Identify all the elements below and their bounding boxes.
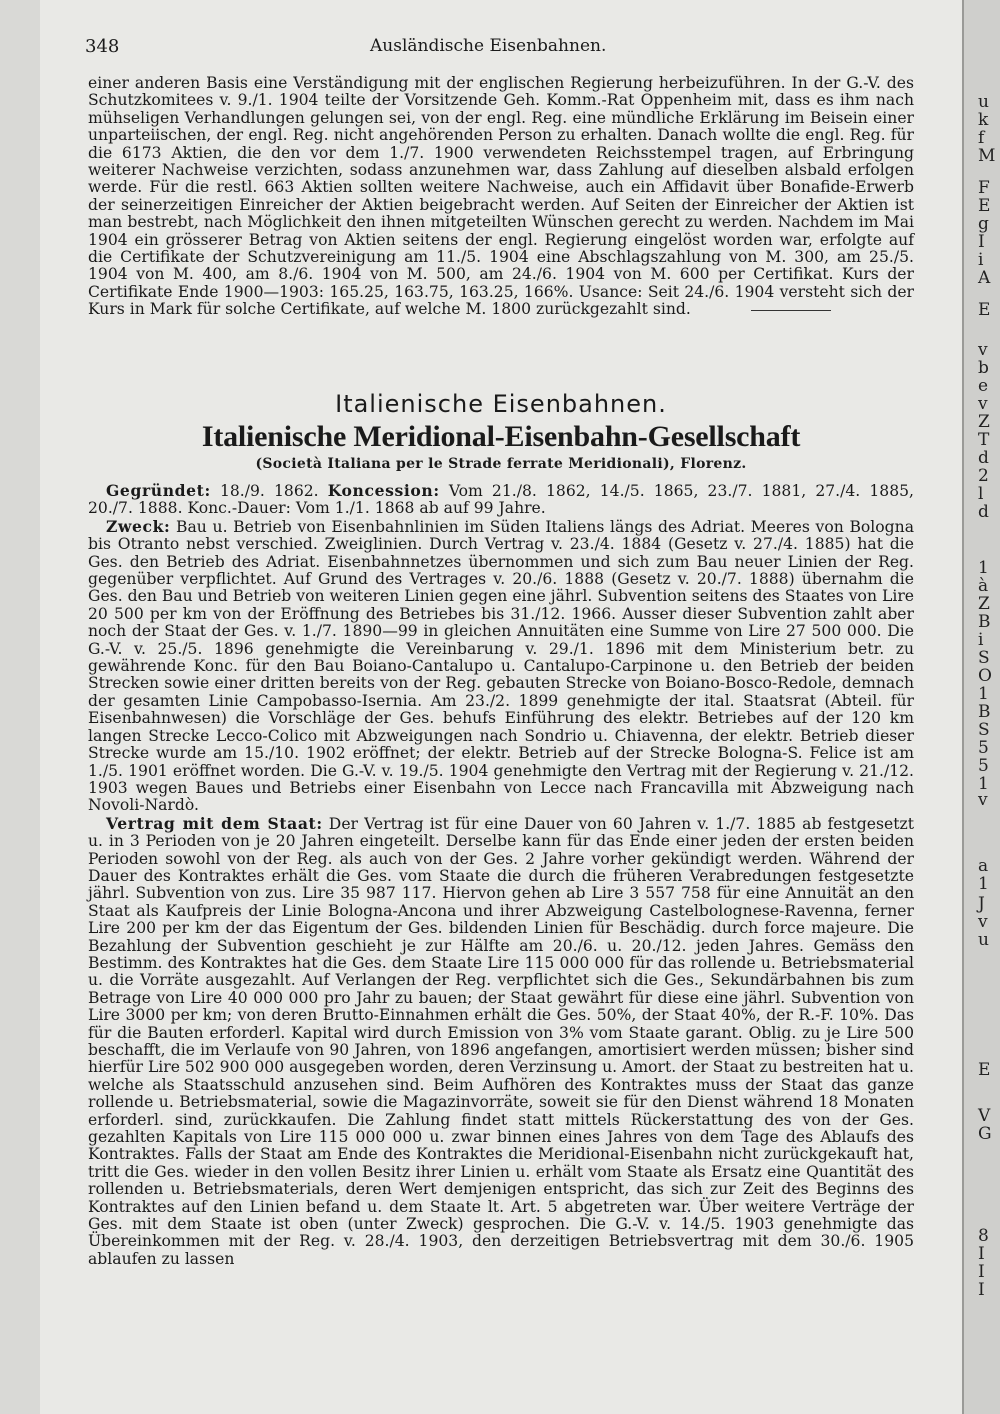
section-divider xyxy=(751,310,831,311)
adjacent-page-edge xyxy=(962,0,1000,1414)
intro-paragraph xyxy=(88,75,914,319)
adjacent-page-letter: J xyxy=(978,894,985,914)
text-gegruendet: 18./9. 1862. xyxy=(210,482,328,500)
company-entry xyxy=(88,482,914,1268)
label-vertrag: Vertrag mit dem Staat: xyxy=(106,813,323,833)
adjacent-page-letter: 5 xyxy=(978,756,989,776)
text-zweck: Bau u. Betrieb von Eisenbahnlinien im Süden Italiens längs des Adriat. Meeres von Bologna bis Otranto nebst verschied. Zweiglinien. Durch Vertrag v. 23./4. 1884 (Gesetz v. 27./4. 1885) hat die Ges. den Betrieb des Adriat. Eisenbahnnetzes übernommen und sich zum Bau neuer Linien der Reg. gegenüber verpflichtet. Auf Grund des Vertrages v. 20./6. 1888 (Gesetz v. 20./7. 1888) übernahm die Ges. den Bau und Betrieb von weiteren Linien gegen eine jährl. Subvention seitens des Staates von Lire 20 500 per km von der Eröffnung des Betriebes bis 31./12. 1966. Ausser dieser Subvention zahlt aber noch der Staat der Ges. v. 1./7. 1890—99 in gleichen Annuitäten eine Summe von Lire 27 500 000. Die G.-V. v. 25./5. 1896 genehmigte die Vereinbarung v. 29./1. 1896 mit dem Ministerium betr. zu gewährende Konc. für den Bau Boiano-Cantalupo u. Cantalupo-Carpinone u. den Betrieb der beiden Strecken sowie einer dritten bereits von der Reg. gebauten Strecke von Boiano-Bosco-Redole, demnach der gesamten Linie Campobasso-Isernia. Am 23./2. 1899 genehmigte der ital. Staatsrat (Abteil. für Eisenbahnwesen) die Vorschläge der Ges. behufs Einführung des elektr. Betriebes auf der 120 km langen Strecke Lecco-Colico mit Abzweigungen nach Sondrio u. Chiavenna, der elektr. Betrieb dieser Strecke wurde am 15./10. 1902 eröffnet; der elektr. Betrieb auf der Strecke Bologna-S. Felice ist am 1./5. 1901 eröffnet worden. Die G.-V. v. 19./5. 1904 genehmigte den Vertrag mit der Regierung v. 21./12. 1903 wegen Baues und Betriebs einer Eisenbahn von Lecce nach Francavilla mit Abzweigung nach Novoli-Nardò. xyxy=(88,517,914,815)
company-subtitle: (Società Italiana per le Strade ferrate Meridionali), Florenz. xyxy=(255,456,747,472)
adjacent-page-letter: v xyxy=(978,340,988,360)
label-gegruendet: Gegründet: xyxy=(106,481,211,500)
adjacent-page-letter: E xyxy=(978,1060,991,1080)
adjacent-page-letter: g xyxy=(978,214,989,234)
adjacent-page-letter: I xyxy=(978,232,985,252)
adjacent-page-letter: I xyxy=(978,1280,985,1300)
entry-vertrag xyxy=(88,815,914,1269)
label-zweck: Zweck: xyxy=(106,516,171,536)
adjacent-page-letter: d xyxy=(978,502,989,522)
adjacent-page-letter: 5 xyxy=(978,738,989,758)
adjacent-page-letter: b xyxy=(978,358,989,378)
label-konzession: Koncession: xyxy=(327,481,440,500)
adjacent-page-letter: e xyxy=(978,376,989,396)
adjacent-page-letter: v xyxy=(978,912,988,932)
adjacent-page-letter: Z xyxy=(978,412,990,432)
adjacent-page-letter: E xyxy=(978,196,991,216)
intro-text: einer anderen Basis eine Verständigung mit der englischen Regierung herbeizuführen. In der G.-V. des Schutzkomitees v. 9./1. 1904 teilte der Vorsitzende Geh. Komm.-Rat Oppenheim mit, dass es ihm nach mühseligen Verhandlungen gelungen sei, von der engl. Reg. eine mündliche Erklärung im Beisein einer unparteiischen, der engl. Reg. nicht angehörenden Person zu erhalten. Danach wollte die engl. Reg. für die 6173 Aktien, die den vor dem 1./7. 1900 verwendeten Reichsstempel tragen, auf Erbringung weiterer Nachweise verzichten, sodass anzunehmen war, dass Zahlung auf dieselben alsbald erfolgen werde. Für die restl. 663 Aktien sollten weitere Nachweise, auch ein Affidavit über Bonafide-Erwerb der seinerzeitigen Einreicher der Aktien beigebracht werden. Auf Seiten der Einreicher der Aktien ist man bestrebt, nach Möglichkeit den ihnen mitgeteilten Wünschen gerecht zu werden. Nachdem im Mai 1904 ein grösserer Betrag von Aktien seitens der engl. Regierung eingelöst worden war, erfolgte auf die Certifikate der Schutzvereinigung am 11./5. 1904 eine Abschlagszahlung von M. 300, am 25./5. 1904 von M. 400, am 8./6. 1904 von M. 500, am 24./6. 1904 von M. 600 per Certifikat. Kurs der Certifikate Ende 1900—1903: 165.25, 163.75, 163.25, 166%. Usance: Seit 24./6. 1904 versteht sich der Kurs in Mark für solche Certifikate, auf welche M. 1800 zurückgezahlt sind. xyxy=(88,74,914,319)
adjacent-page-letter: S xyxy=(978,720,990,740)
adjacent-page-letter: S xyxy=(978,648,990,668)
adjacent-page-letter: I xyxy=(978,1262,985,1282)
adjacent-page-letter: f xyxy=(978,128,985,148)
company-title: Italienische Meridional-Eisenbahn-Gesellschaft xyxy=(201,420,801,453)
adjacent-page-letter: M xyxy=(978,146,996,166)
adjacent-page-letter: u xyxy=(978,930,989,950)
adjacent-page-letter: I xyxy=(978,1244,985,1264)
adjacent-page-letter: i xyxy=(978,250,984,270)
adjacent-page-letter: F xyxy=(978,178,990,198)
adjacent-page-letter: 1 xyxy=(978,874,989,894)
adjacent-page-letter: Z xyxy=(978,594,990,614)
adjacent-page-letter: a xyxy=(978,856,989,876)
adjacent-page-letter: v xyxy=(978,394,988,414)
adjacent-page-letter: l xyxy=(978,484,984,504)
page-header xyxy=(85,36,915,58)
adjacent-page-letter: O xyxy=(978,666,992,686)
adjacent-page-letter: 1 xyxy=(978,558,989,578)
adjacent-page-letter: 2 xyxy=(978,466,989,486)
adjacent-page-letter: G xyxy=(978,1124,992,1144)
adjacent-page-letter: A xyxy=(978,268,991,288)
adjacent-page-letter: d xyxy=(978,448,989,468)
page-number: 348 xyxy=(85,36,120,57)
adjacent-page-letter: T xyxy=(978,430,990,450)
adjacent-page-letter: 1 xyxy=(978,684,989,704)
entry-founded-concession xyxy=(88,482,914,518)
adjacent-page-letter: B xyxy=(978,612,991,632)
text-konzession: Vom 21./8. 1862, 14./5. 1865, 23./7. 1881, 27./4. 1885, 20./7. 1888. Konc.-Dauer: Vom 1./1. 1868 ab auf 99 Jahre. xyxy=(88,482,915,518)
section-title: Italienische Eisenbahnen. xyxy=(335,390,667,418)
running-head: Ausländische Eisenbahnen. xyxy=(370,36,607,56)
adjacent-page-letter: u xyxy=(978,92,989,112)
adjacent-page-letter: B xyxy=(978,702,991,722)
adjacent-page-letter: V xyxy=(978,1106,991,1126)
entry-zweck xyxy=(88,518,914,815)
adjacent-page-letter: v xyxy=(978,790,988,810)
adjacent-page-letter: 1 xyxy=(978,774,989,794)
adjacent-page-letter: 8 xyxy=(978,1226,989,1246)
adjacent-page-letter: i xyxy=(978,630,984,650)
text-vertrag: Der Vertrag ist für eine Dauer von 60 Jahren v. 1./7. 1885 ab festgesetzt u. in 3 Perioden von je 20 Jahren eingeteilt. Derselbe kann für das Ende einer jeden der ersten beiden Perioden sowohl von der Reg. als auch von der Ges. 2 Jahre vorher gekündigt werden. Während der Dauer des Kontraktes erhält die Ges. vom Staate die durch die früheren Verabredungen festgesetzte jährl. Subvention von zus. Lire 35 987 117. Hiervon gehen ab Lire 3 557 758 für eine Annuität an den Staat als Kaufpreis der Linie Bologna-Ancona und ihrer Abzweigung Castelbolognese-Ravenna, ferner Lire 200 per km der das Eigentum der Ges. bildenden Linien für Beschädig. durch force majeure. Die Bezahlung der Subvention geschieht je zur Hälfte am 20./6. u. 20./12. jeden Jahres. Gemäss den Bestimm. des Kontraktes hat die Ges. dem Staate Lire 115 000 000 für das rollende u. Betriebsmaterial u. die Vorräte ausgezahlt. Auf Verlangen der Reg. verpflichtet sich die Ges., Sekundärbahnen bis zum Betrage von Lire 40 000 000 pro Jahr zu bauen; der Staat gewährt für diese eine jährl. Subvention von Lire 3000 per km; von deren Brutto-Einnahmen erhält die Ges. 50%, der Staat 40%, der R.-F. 10%. Das für die Bauten erforderl. Kapital wird durch Emission von 3% vom Staate garant. Oblig. zu je Lire 500 beschafft, die im Verlaufe von 90 Jahren, von 1896 angefangen, amortisiert werden müssen; bisher sind hierfür Lire 502 900 000 ausgegeben worden, deren Verzinsung u. Amort. der Staat zu bestreiten hat u. welche als Staatsschuld anzusehen sind. Beim Aufhören des Kontraktes muss der Staat das ganze rollende u. Betriebsmaterial, sowie die Magazinvorräte, soweit sie für den Dienst während 18 Monaten erforderl. sind, zurückkaufen. Die Zahlung findet statt mittels Rückerstattung des von der Ges. gezahlten Kapitals von Lire 115 000 000 u. zwar binnen eines Jahres von dem Tage des Ablaufs des Kontraktes. Falls der Staat am Ende des Kontraktes die Meridional-Eisenbahn nicht zurückgekauft hat, tritt die Ges. wieder in den vollen Besitz ihrer Linien u. erhält vom Staate als Ersatz eine Quantität des rollenden u. Betriebsmaterials, deren Wert demjenigen entspricht, das sich zur Zeit des Beginns des Kontraktes auf den Linien befand u. dem Staate lt. Art. 5 abgetreten war. Über weitere Verträge der Ges. mit dem Staate ist oben (unter Zweck) gesprochen. Die G.-V. v. 14./5. 1903 genehmigte das Übereinkommen mit der Reg. v. 28./4. 1903, den derzeitigen Betriebsvertrag mit dem 30./6. 1905 ablaufen zu lassen xyxy=(88,814,914,1268)
adjacent-page-letter: E xyxy=(978,300,991,320)
adjacent-page-letter: à xyxy=(978,576,989,596)
adjacent-page-letter: k xyxy=(978,110,989,130)
